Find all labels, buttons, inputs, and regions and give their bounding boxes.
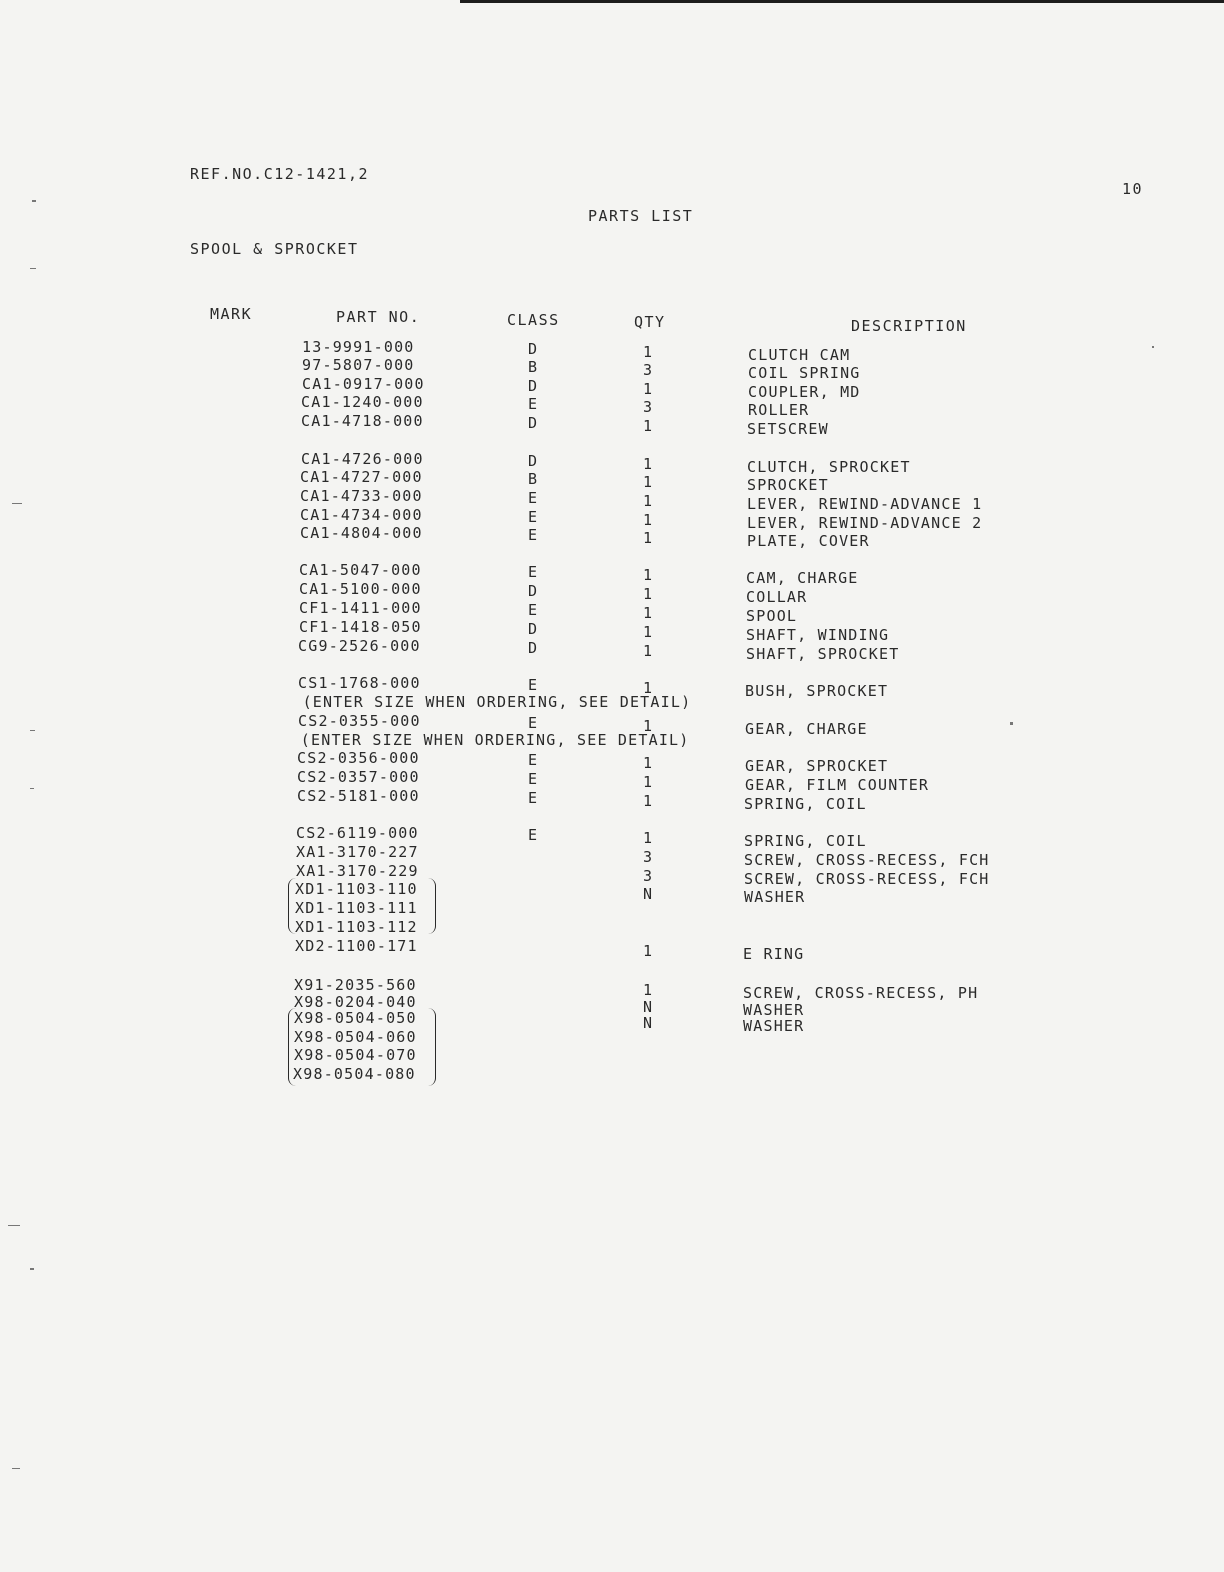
- part-number: CF1-1418-050: [299, 618, 422, 636]
- part-description: WASHER: [743, 1001, 805, 1019]
- class-code: E: [528, 601, 539, 619]
- quantity: 1: [643, 829, 654, 847]
- part-description: ROLLER: [748, 401, 810, 419]
- part-number: CA1-4718-000: [301, 412, 424, 430]
- part-number: CA1-5100-000: [299, 580, 422, 598]
- class-code: D: [528, 452, 539, 470]
- quantity: 1: [643, 604, 654, 622]
- scan-mark: [30, 730, 35, 731]
- part-number: XD1-1103-111: [295, 899, 418, 917]
- scan-mark: [12, 503, 22, 504]
- scan-mark: [1152, 346, 1154, 348]
- class-code: E: [528, 508, 539, 526]
- part-description: SHAFT, SPROCKET: [746, 645, 900, 663]
- quantity: 1: [643, 492, 654, 510]
- part-description: COIL SPRING: [748, 364, 861, 382]
- part-description: GEAR, SPROCKET: [745, 757, 889, 775]
- part-description: SPRING, COIL: [744, 832, 867, 850]
- part-number: CG9-2526-000: [298, 637, 421, 655]
- part-number: CA1-4726-000: [301, 450, 424, 468]
- part-number: CA1-5047-000: [299, 561, 422, 579]
- quantity: 1: [643, 792, 654, 810]
- part-number: 13-9991-000: [302, 338, 415, 356]
- class-code: D: [528, 620, 539, 638]
- page-title: PARTS LIST: [588, 207, 694, 225]
- part-description: CLUTCH CAM: [748, 346, 851, 364]
- column-header-mark: MARK: [210, 305, 253, 323]
- part-number: CS2-6119-000: [296, 824, 419, 842]
- part-number: CS2-0356-000: [297, 749, 420, 767]
- quantity: 1: [643, 981, 654, 999]
- part-number: CS2-0355-000: [298, 712, 421, 730]
- part-number: CA1-4804-000: [300, 524, 423, 542]
- part-number: X98-0504-060: [294, 1028, 417, 1046]
- class-code: E: [528, 526, 539, 544]
- part-number: CS1-1768-000: [298, 674, 421, 692]
- group-bracket-x98: [288, 1008, 436, 1086]
- quantity: 1: [643, 717, 654, 735]
- quantity: 3: [643, 361, 654, 379]
- class-code: B: [528, 358, 539, 376]
- part-number: X98-0504-080: [293, 1065, 416, 1083]
- part-description: COLLAR: [746, 588, 808, 606]
- part-number: CS2-5181-000: [297, 787, 420, 805]
- quantity: 1: [643, 455, 654, 473]
- part-number: CF1-1411-000: [299, 599, 422, 617]
- class-code: D: [528, 414, 539, 432]
- part-description: PLATE, COVER: [747, 532, 870, 550]
- scan-mark: [30, 1268, 34, 1270]
- part-description: SPROCKET: [747, 476, 829, 494]
- class-code: D: [528, 639, 539, 657]
- ref-number: REF.NO.C12-1421,2: [190, 165, 370, 183]
- part-number: CA1-4727-000: [300, 468, 423, 486]
- part-number: CA1-0917-000: [302, 375, 425, 393]
- part-number: CA1-1240-000: [301, 393, 424, 411]
- part-description: GEAR, FILM COUNTER: [745, 776, 930, 794]
- quantity: 3: [643, 398, 654, 416]
- class-code: E: [528, 789, 539, 807]
- part-number: X98-0504-050: [294, 1009, 417, 1027]
- part-description: BUSH, SPROCKET: [745, 682, 889, 700]
- part-number: X91-2035-560: [294, 976, 417, 994]
- scan-edge-line: [460, 0, 1224, 3]
- part-description: COUPLER, MD: [748, 383, 861, 401]
- part-description: SCREW, CROSS-RECESS, PH: [743, 984, 979, 1002]
- quantity: 1: [643, 380, 654, 398]
- order-note: (ENTER SIZE WHEN ORDERING, SEE DETAIL): [300, 731, 690, 749]
- quantity: 1: [643, 529, 654, 547]
- scan-mark: [1010, 722, 1013, 725]
- group-bracket-xd1: [288, 878, 436, 934]
- quantity: N: [643, 998, 654, 1016]
- column-header-part-no: PART NO.: [336, 308, 421, 326]
- part-description: LEVER, REWIND-ADVANCE 1: [747, 495, 983, 513]
- class-code: D: [528, 377, 539, 395]
- part-number: X98-0504-070: [294, 1046, 417, 1064]
- scan-mark: [12, 1468, 20, 1469]
- class-code: D: [528, 340, 539, 358]
- quantity: 1: [643, 773, 654, 791]
- quantity: N: [643, 885, 654, 903]
- class-code: E: [528, 489, 539, 507]
- class-code: D: [528, 582, 539, 600]
- part-description: LEVER, REWIND-ADVANCE 2: [747, 514, 983, 532]
- part-description: SCREW, CROSS-RECESS, FCH: [744, 870, 990, 888]
- class-code: E: [528, 676, 539, 694]
- class-code: E: [528, 751, 539, 769]
- order-note: (ENTER SIZE WHEN ORDERING, SEE DETAIL): [302, 693, 692, 711]
- quantity: 1: [643, 585, 654, 603]
- part-number: X98-0204-040: [294, 993, 417, 1011]
- part-description: SETSCREW: [747, 420, 829, 438]
- part-number: XA1-3170-229: [296, 862, 419, 880]
- part-number: XA1-3170-227: [296, 843, 419, 861]
- quantity: 1: [643, 642, 654, 660]
- class-code: E: [528, 563, 539, 581]
- part-number: XD2-1100-171: [295, 937, 418, 955]
- quantity: N: [643, 1014, 654, 1032]
- quantity: 3: [643, 848, 654, 866]
- section-title: SPOOL & SPROCKET: [190, 240, 359, 258]
- column-header-class: CLASS: [507, 311, 560, 329]
- part-number: 97-5807-000: [302, 356, 415, 374]
- part-description: SPOOL: [746, 607, 798, 625]
- part-number: CA1-4734-000: [300, 506, 423, 524]
- part-description: CLUTCH, SPROCKET: [747, 458, 911, 476]
- class-code: E: [528, 714, 539, 732]
- quantity: 1: [643, 566, 654, 584]
- quantity: 1: [643, 511, 654, 529]
- part-number: CS2-0357-000: [297, 768, 420, 786]
- class-code: E: [528, 826, 539, 844]
- quantity: 1: [643, 417, 654, 435]
- quantity: 1: [643, 623, 654, 641]
- quantity: 1: [643, 754, 654, 772]
- part-description: SHAFT, WINDING: [746, 626, 890, 644]
- part-description: CAM, CHARGE: [746, 569, 859, 587]
- part-description: WASHER: [744, 888, 806, 906]
- part-description: E RING: [743, 945, 805, 963]
- scan-mark: [30, 268, 36, 269]
- part-number: CA1-4733-000: [300, 487, 423, 505]
- part-description: SPRING, COIL: [744, 795, 867, 813]
- part-number: XD1-1103-112: [295, 918, 418, 936]
- part-description: WASHER: [743, 1017, 805, 1035]
- quantity: 1: [643, 473, 654, 491]
- part-description: SCREW, CROSS-RECESS, FCH: [744, 851, 990, 869]
- column-header-qty: QTY: [634, 313, 666, 331]
- quantity: 1: [643, 343, 654, 361]
- quantity: 3: [643, 867, 654, 885]
- part-description: GEAR, CHARGE: [745, 720, 868, 738]
- scan-mark: [32, 200, 36, 202]
- class-code: B: [528, 470, 539, 488]
- column-header-description: DESCRIPTION: [851, 317, 967, 335]
- class-code: E: [528, 395, 539, 413]
- page-number: 10: [1122, 180, 1144, 198]
- scan-mark: [30, 788, 34, 789]
- scan-mark: [8, 1225, 20, 1226]
- class-code: E: [528, 770, 539, 788]
- quantity: 1: [643, 679, 654, 697]
- quantity: 1: [643, 942, 654, 960]
- part-number: XD1-1103-110: [295, 880, 418, 898]
